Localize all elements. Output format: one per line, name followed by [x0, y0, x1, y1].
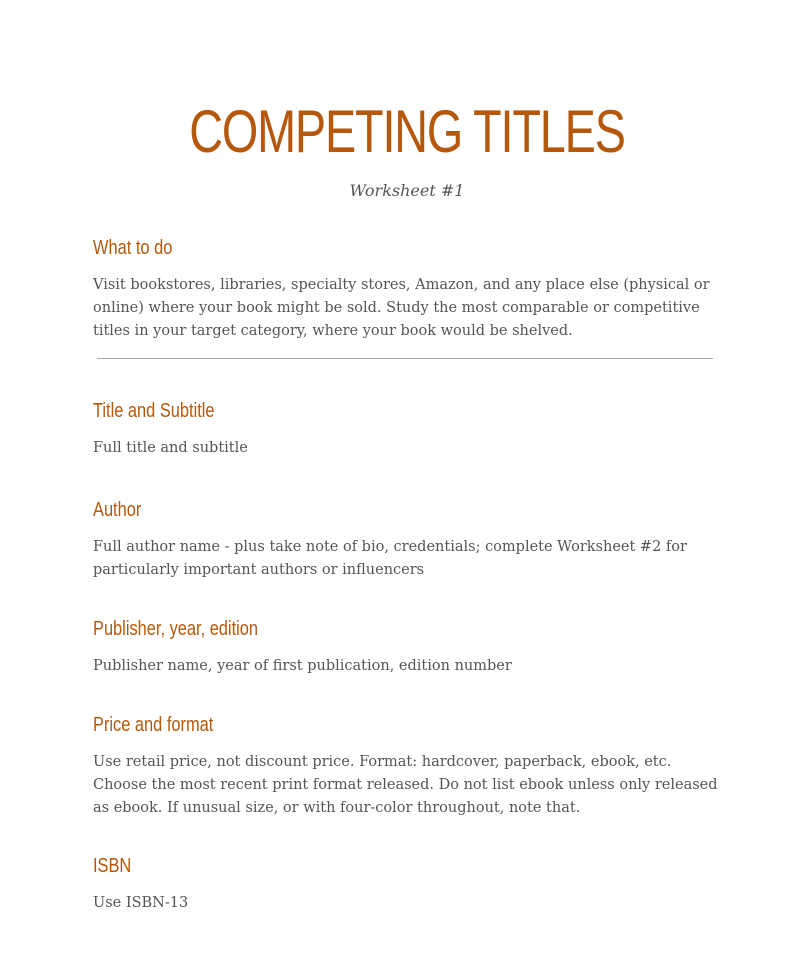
section-title-and-subtitle	[93, 399, 721, 460]
section-body: Use ISBN-13	[93, 895, 189, 911]
section-heading: Author	[93, 499, 142, 521]
section-isbn	[93, 854, 721, 915]
section-publisher-year-edition	[93, 617, 721, 678]
page-title: COMPETING TITLES	[189, 98, 625, 165]
section-heading: Title and Subtitle	[93, 400, 215, 422]
section-author	[93, 498, 721, 582]
section-what-to-do	[93, 236, 721, 343]
worksheet-page	[93, 96, 721, 915]
section-heading: ISBN	[93, 855, 132, 877]
section-body: Visit bookstores, libraries, specialty stores, Amazon, and any place else (physical or online) where your book might be sold. Study the most comparable or competitive titles in your target category, where your book would be shelved.	[93, 277, 710, 339]
section-heading: Publisher, year, edition	[93, 618, 259, 640]
section-price-and-format	[93, 713, 721, 820]
section-heading: Price and format	[93, 714, 214, 736]
section-heading: What to do	[93, 237, 173, 259]
section-body: Use retail price, not discount price. Format: hardcover, paperback, ebook, etc. Choose the most recent print format released. Do not list ebook unless only released as ebook. If unusual size, or with four-color throughout, note that.	[93, 754, 718, 816]
section-body: Full author name - plus take note of bio, credentials; complete Worksheet #2 for particularly important authors or influencers	[93, 539, 687, 578]
section-body: Full title and subtitle	[93, 440, 248, 456]
page-subtitle: Worksheet #1	[349, 181, 465, 200]
divider	[97, 358, 713, 359]
section-body: Publisher name, year of first publication, edition number	[93, 658, 512, 674]
